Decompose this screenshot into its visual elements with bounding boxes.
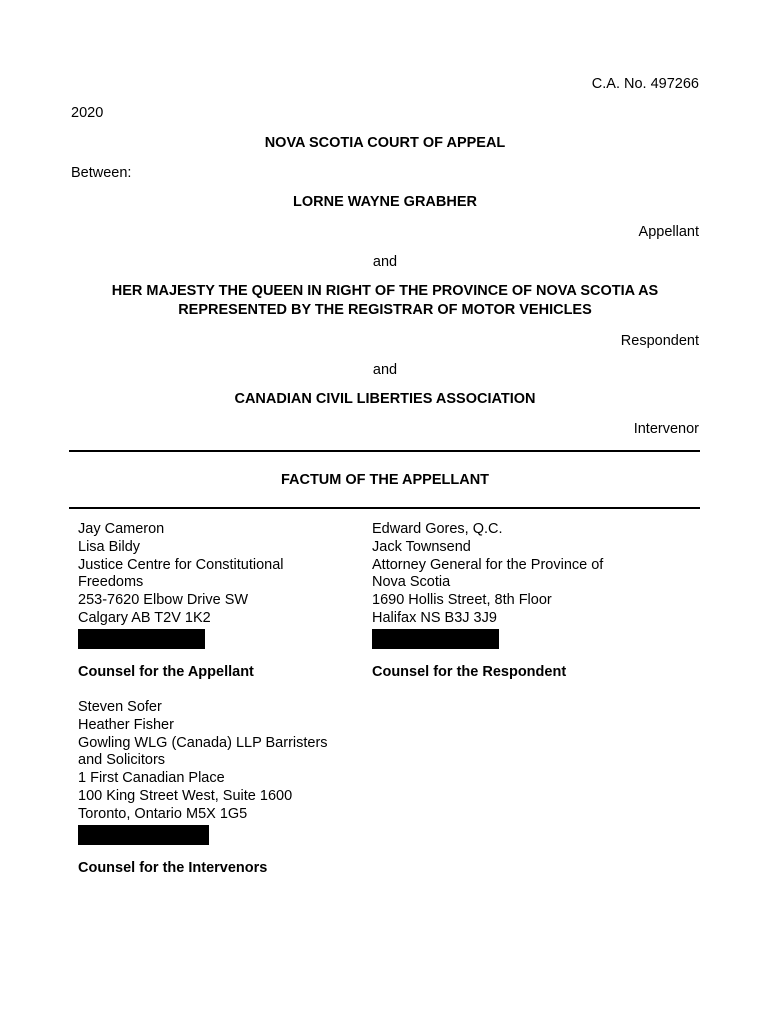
counsel-respondent-label: Counsel for the Respondent — [372, 664, 567, 680]
counsel-intervenor-line: Heather Fisher — [78, 716, 174, 733]
counsel-intervenor-label: Counsel for the Intervenors — [78, 860, 268, 876]
appellant-role: Appellant — [638, 224, 699, 240]
appellant-name: LORNE WAYNE GRABHER — [293, 194, 477, 210]
respondent-name-line1: HER MAJESTY THE QUEEN IN RIGHT OF THE PROVINCE OF NOVA SCOTIA AS — [111, 283, 659, 299]
counsel-intervenor-block — [78, 699, 328, 845]
year: 2020 — [71, 105, 104, 121]
counsel-respondent-line: Halifax NS B3J 3J9 — [372, 609, 497, 626]
counsel-respondent-line: Edward Gores, Q.C. — [372, 521, 503, 537]
case-number: C.A. No. 497266 — [591, 76, 699, 92]
counsel-appellant-line: Lisa Bildy — [78, 538, 141, 555]
redaction-bar — [78, 629, 205, 649]
counsel-intervenor-line: Toronto, Ontario M5X 1G5 — [78, 805, 248, 822]
counsel-intervenor-line: Gowling WLG (Canada) LLP Barristers — [78, 734, 328, 751]
counsel-intervenor-line: 1 First Canadian Place — [78, 770, 225, 787]
between-label: Between: — [71, 165, 132, 181]
counsel-appellant-line: Justice Centre for Constitutional — [78, 556, 284, 573]
intervenor-role: Intervenor — [633, 421, 699, 437]
intervenor-name: CANADIAN CIVIL LIBERTIES ASSOCIATION — [234, 391, 536, 407]
respondent-role: Respondent — [620, 333, 699, 349]
counsel-respondent-line: Nova Scotia — [372, 574, 451, 591]
counsel-appellant-line: Jay Cameron — [78, 521, 165, 537]
bottom-divider — [69, 507, 700, 509]
counsel-respondent-block — [372, 521, 603, 649]
and-separator-2: and — [372, 362, 398, 378]
counsel-intervenor-line: Steven Sofer — [78, 699, 162, 715]
counsel-respondent-line: 1690 Hollis Street, 8th Floor — [372, 592, 552, 609]
top-divider — [69, 450, 700, 452]
redaction-bar — [372, 629, 499, 649]
court-name: NOVA SCOTIA COURT OF APPEAL — [264, 135, 506, 151]
respondent-name-line2: REPRESENTED BY THE REGISTRAR OF MOTOR VEHICLES — [178, 302, 592, 318]
counsel-appellant-label: Counsel for the Appellant — [78, 664, 254, 680]
redaction-bar — [78, 825, 209, 845]
counsel-intervenor-line: and Solicitors — [78, 752, 166, 769]
counsel-appellant-line: Calgary AB T2V 1K2 — [78, 609, 211, 626]
counsel-intervenor-line: 100 King Street West, Suite 1600 — [78, 787, 293, 804]
counsel-appellant-line: Freedoms — [78, 574, 144, 591]
document-title: FACTUM OF THE APPELLANT — [280, 472, 490, 488]
and-separator-1: and — [372, 254, 398, 270]
counsel-respondent-line: Jack Townsend — [372, 538, 471, 555]
counsel-appellant-line: 253-7620 Elbow Drive SW — [78, 592, 249, 609]
counsel-appellant-block — [78, 521, 284, 649]
counsel-respondent-line: Attorney General for the Province of — [372, 556, 604, 573]
